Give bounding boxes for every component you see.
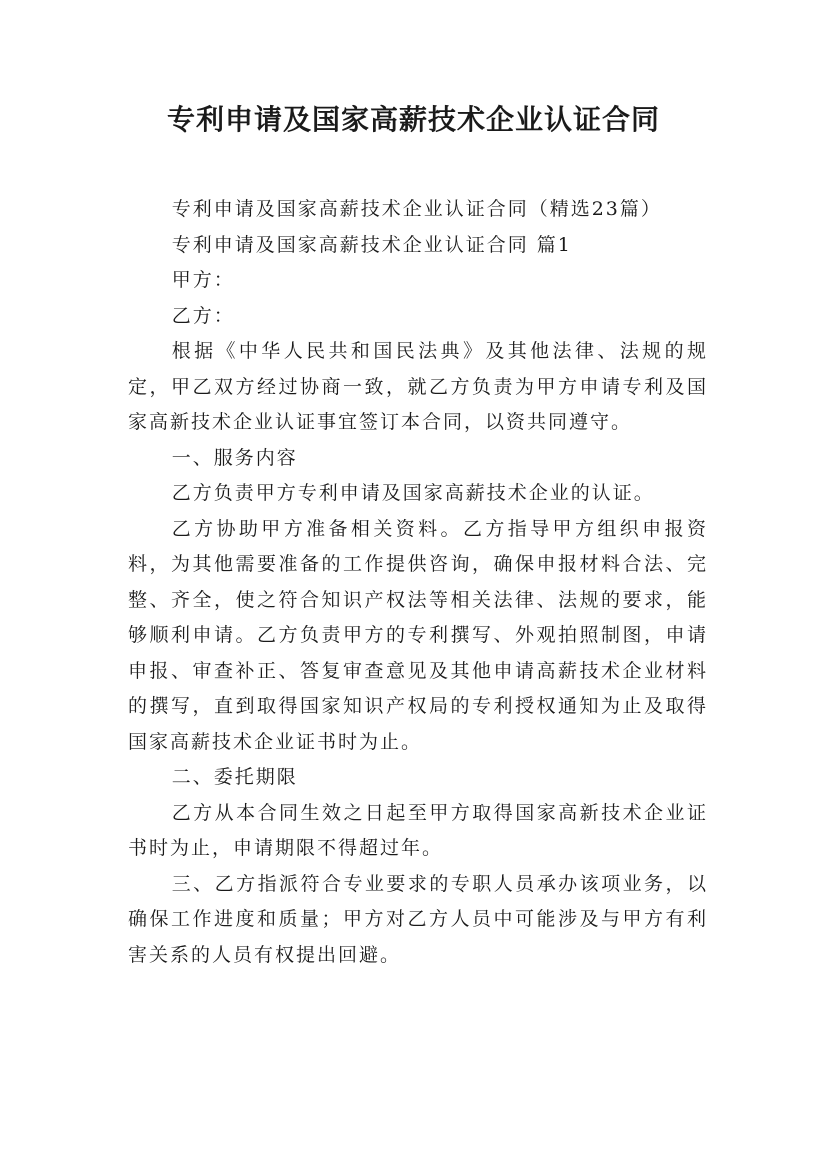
clause-three-paragraph: 三、乙方指派符合专业要求的专职人员承办该项业务，以确保工作进度和质量；甲方对乙方人员中可能涉及与甲方有利害关系的人员有权提出回避。 xyxy=(128,872,708,966)
document-body xyxy=(128,192,708,973)
document-title: 专利申请及国家高薪技术企业认证合同 xyxy=(166,103,660,136)
clause-heading-term: 二、委托期限 xyxy=(171,766,298,788)
party-a-line: 甲方： xyxy=(171,269,235,291)
preamble-paragraph: 根据《中华人民共和国民法典》及其他法律、法规的规定，甲乙双方经过协商一致，就乙方负责为甲方申请专利及国家高新技术企业认证事宜签订本合同，以资共同遵守。 xyxy=(128,340,708,433)
services-paragraph-1: 乙方负责甲方专利申请及国家高薪技术企业的认证。 xyxy=(171,482,655,504)
term-paragraph: 乙方从本合同生效之日起至甲方取得国家高新技术企业证书时为止，申请期限不得超过年。 xyxy=(128,801,708,859)
party-b-line: 乙方： xyxy=(171,304,235,327)
section-heading: 专利申请及国家高薪技术企业认证合同 篇1 xyxy=(171,233,572,256)
doc-subtitle: 专利申请及国家高薪技术企业认证合同（精选23篇） xyxy=(171,198,662,220)
services-paragraph-2: 乙方协助甲方准备相关资料。乙方指导甲方组织申报资料，为其他需要准备的工作提供咨询，确保申报材料合法、完整、齐全，使之符合知识产权法等相关法律、法规的要求，能够顺利申请。乙方负责甲方的专利撰写、外观拍照制图，申请申报、审查补正、答复审查意见及其他申请高薪技术企业材料的撰写，直到取得国家知识产权局的专利授权通知为止及取得国家高薪技术企业证书时为止。 xyxy=(128,517,708,753)
clause-heading-services: 一、服务内容 xyxy=(171,446,298,469)
